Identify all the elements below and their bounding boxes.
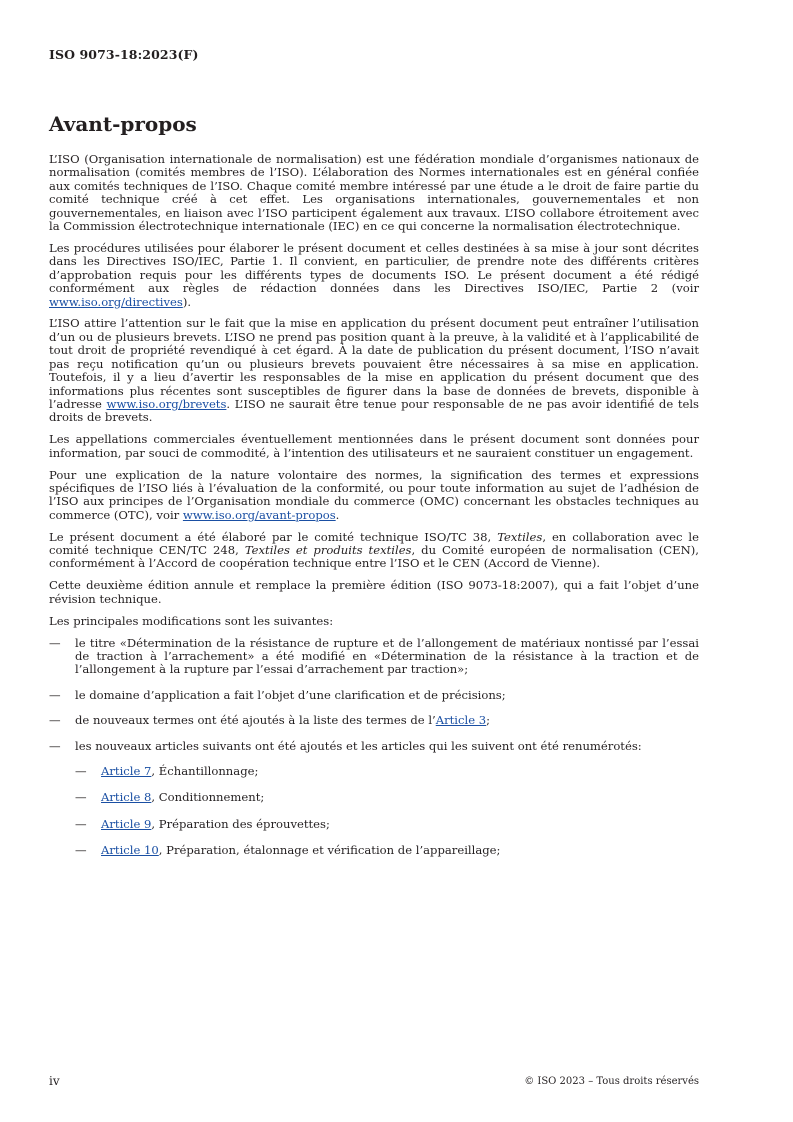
list-item (49, 637, 699, 677)
paragraph-text: . (335, 507, 340, 522)
new-articles-list (75, 765, 699, 858)
paragraph-text: L’ISO (Organisation internationale de normalisation) est une fédération mondiale d’organismes nationaux de normalisation (comités membres de l’ISO). L’élaboration des Normes internationales est en général confiée aux comités techniques de l’ISO. Chaque comité membre intéressé par une étude a le droit de faire partie du comité technique créé à cet effet. Les organisations internationales, gouvernementales et non gouvernementales, en liaison avec l’ISO participent également aux travaux. L’ISO collabore étroitement avec la Commission électrotechnique internationale (IEC) en ce qui concerne la normalisation électrotechnique. (49, 152, 699, 234)
paragraph-text: Le présent document a été élaboré par le comité technique ISO/TC 38, (49, 529, 498, 544)
article-8-link[interactable]: Article 8 (101, 790, 152, 805)
list-item-text: ; (486, 713, 491, 728)
foreword-body (49, 153, 699, 870)
foreword-link[interactable]: www.iso.org/avant-propos (182, 507, 336, 522)
paragraph-text: Cette deuxième édition annule et remplace la première édition (ISO 9073-18:2007), qui a fait l’objet d’une révision technique. (49, 578, 699, 606)
paragraph-changes-intro (49, 615, 699, 628)
article-7-link[interactable]: Article 7 (101, 764, 152, 779)
copyright-notice: © ISO 2023 – Tous droits réservés (524, 1076, 699, 1087)
list-item-text: , Conditionnement; (151, 790, 265, 805)
list-item-text: le domaine d’application a fait l’objet d’une clarification et de précisions; (75, 687, 506, 702)
committee-name-italic: Textiles et produits textiles (244, 543, 412, 558)
patents-link[interactable]: www.iso.org/brevets (106, 396, 227, 411)
page-title: Avant-propos (49, 112, 197, 136)
article-3-link[interactable]: Article 3 (435, 713, 487, 728)
list-item (49, 714, 699, 727)
paragraph-text: . L’ISO ne saurait être tenue pour responsable de ne pas avoir identifié de tels droits de brevets. (49, 396, 700, 425)
list-item-text: , Échantillonnage; (151, 764, 259, 779)
document-id: ISO 9073-18:2023(F) (49, 47, 199, 62)
paragraph-edition (49, 579, 699, 606)
list-item (75, 791, 699, 804)
paragraph-text: L’ISO attire l’attention sur le fait que la mise en application du présent document peut entraîner l’utilisation d’un ou de plusieurs brevets. L’ISO ne prend pas position quant à la preuve, à la validité et à l’applicabilité de tout droit de propriété revendiqué à cet égard. À la date de publication du présent document, l’ISO n’avait pas reçu notification qu’un ou plusieurs brevets pouvaient être nécessaires à sa mise en application. Toutefois, il y a lieu d’avertir les responsables de la mise en application du présent document que des informations plus récentes sont susceptibles de figurer dans la base de données de brevets, disponible à l’adresse (49, 316, 699, 411)
list-item (49, 740, 699, 858)
changes-list (49, 637, 699, 858)
list-item-text: le titre «Détermination de la résistance de rupture et de l’allongement de matériaux nontissé par l’essai de traction à l’arrachement» a été modifié en «Détermination de la résistance à la traction et de l’allongement à la rupture par l’essai d’arrachement par traction»; (75, 635, 699, 677)
paragraph-text: Les procédures utilisées pour élaborer le présent document et celles destinées à sa mise à jour sont décrites dans les Directives ISO/IEC, Partie 1. Il convient, en particulier, de prendre note des différents critères d’approbation requis pour les différents types de documents ISO. Le présent document a été rédigé conformément aux règles de rédaction données dans les Directives ISO/IEC, Partie 2 (voir (49, 240, 699, 296)
page-number: iv (49, 1074, 60, 1088)
committee-name-italic: Textiles (497, 529, 543, 544)
paragraph-patents (49, 317, 699, 424)
article-9-link[interactable]: Article 9 (101, 816, 152, 831)
article-10-link[interactable]: Article 10 (101, 843, 159, 858)
paragraph-iso-intro (49, 153, 699, 233)
list-item (49, 689, 699, 702)
list-item (75, 844, 699, 857)
list-item-text: , Préparation des éprouvettes; (151, 816, 330, 831)
paragraph-procedures (49, 242, 699, 309)
directives-link[interactable]: www.iso.org/directives (49, 294, 183, 309)
paragraph-text: Pour une explication de la nature volontaire des normes, la signification des termes et expressions spécifiques de l’ISO liés à l’évaluation de la conformité, ou pour toute information au sujet de l’adhésion de l’ISO aux principes de l’Organisation mondiale du commerce (OMC) concernant les obstacles techniques au commerce (OTC), voir (49, 467, 699, 522)
paragraph-committee (49, 531, 699, 571)
paragraph-text: Les principales modifications sont les suivantes: (49, 613, 334, 628)
paragraph-text: , en collaboration avec le comité technique CEN/TC 248, (49, 529, 699, 558)
paragraph-voluntary-nature (49, 469, 699, 523)
paragraph-text: , du Comité européen de normalisation (CEN), conformément à l’Accord de coopération technique entre l’ISO et le CEN (Accord de Vienne). (49, 543, 699, 571)
list-item-text: de nouveaux termes ont été ajoutés à la liste des termes de l’ (75, 713, 436, 728)
list-item (75, 818, 699, 831)
paragraph-trade-names (49, 433, 699, 460)
paragraph-text: ). (182, 294, 192, 309)
list-item-text: , Préparation, étalonnage et vérification de l’appareillage; (158, 843, 501, 858)
list-item-text: les nouveaux articles suivants ont été ajoutés et les articles qui les suivent ont été renumérotés: (75, 738, 642, 753)
list-item (75, 765, 699, 778)
paragraph-text: Les appellations commerciales éventuellement mentionnées dans le présent document sont données pour information, par souci de commodité, à l’intention des utilisateurs et ne sauraient constituer un engagement. (49, 432, 699, 460)
